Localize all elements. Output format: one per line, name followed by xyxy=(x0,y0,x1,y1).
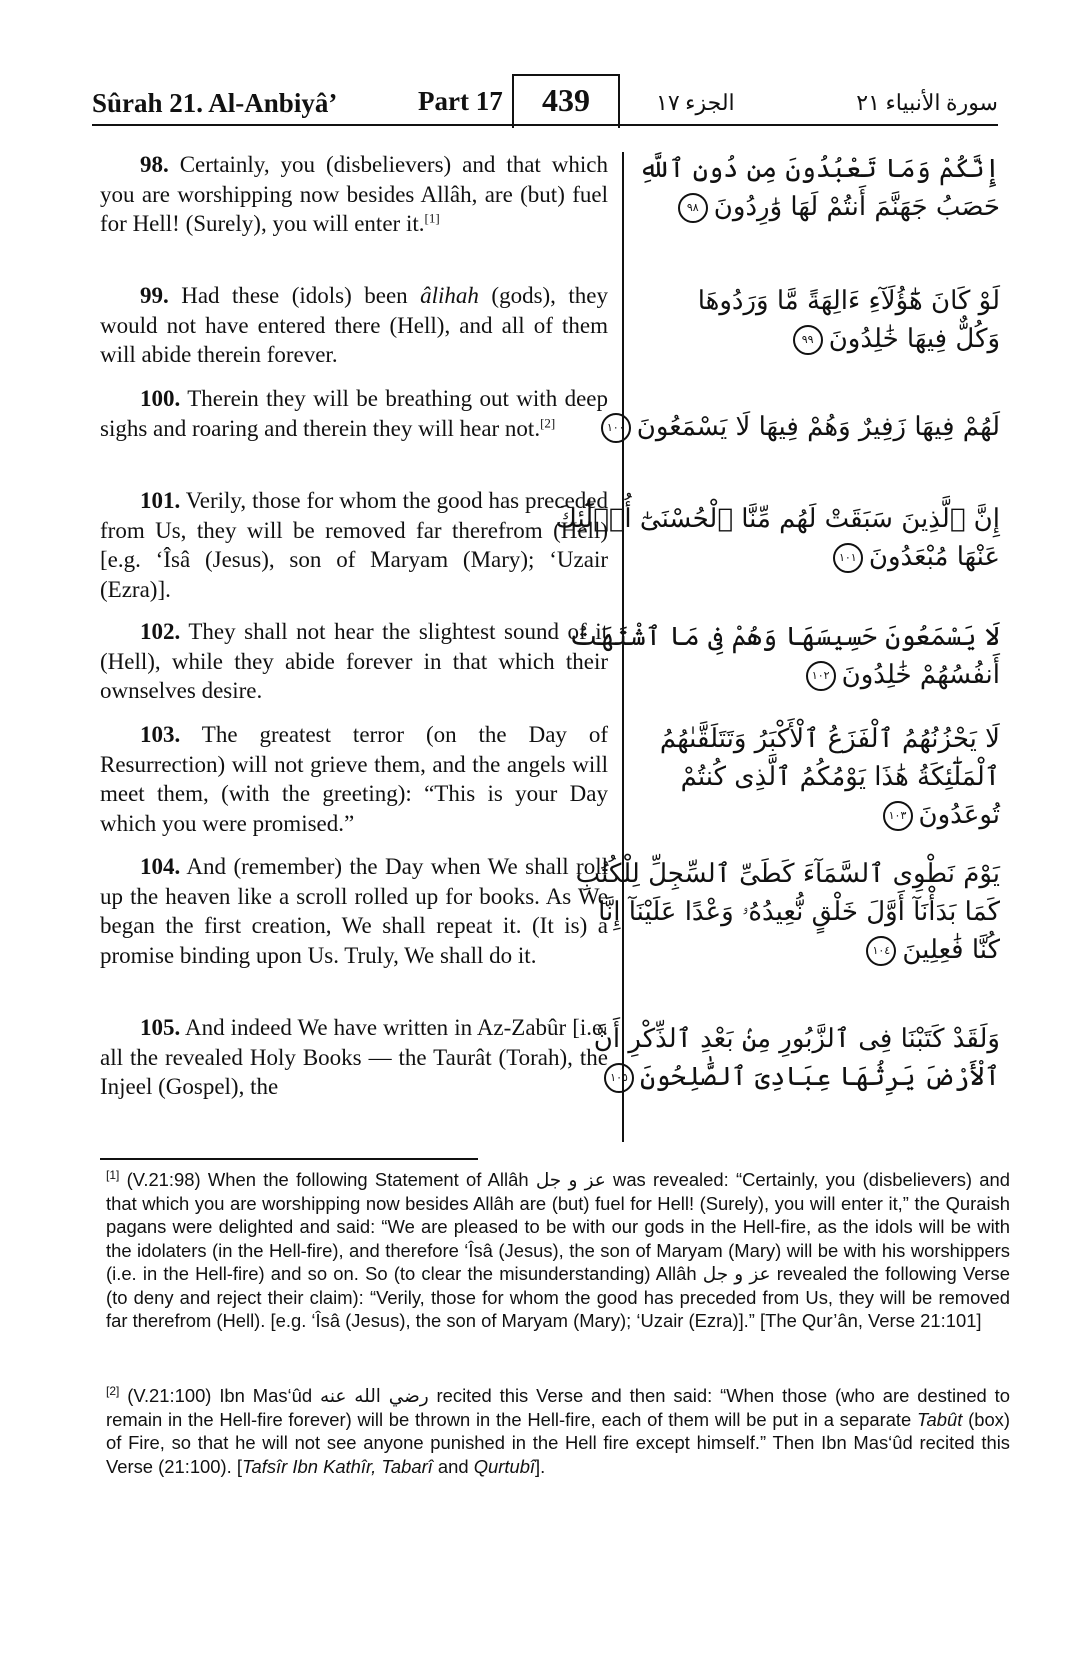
footnote-text: was revealed: “Certainly, you (disbelievers) and that which you are worshipping now besides Allâh are (but) fuel for Hell! (Surely), you will enter it,” the Quraish pagans were delighted and said: “We are pleased to be with our gods in the Hell-fire, as the idols will be with the idolaters (in the Hell-fire), and therefore ‘Îsâ (Jesus), the son of Maryam (Mary) will be with his worshippers (i.e. in the Hell-fire) and so on. So (to clear the misunderstanding) Allâh xyxy=(106,1169,1010,1284)
verse-103-translation xyxy=(100,720,608,838)
footnote-text: (V.21:98) When the following Statement of Allâh xyxy=(119,1169,536,1190)
arabic-line: ٱلْأَرْضَ يَرِثُهَا عِبَادِىَ ٱلصَّٰلِحُونَ xyxy=(640,1062,1000,1092)
page-header xyxy=(92,78,998,126)
arabic-line: يَوْمَ نَطْوِى ٱلسَّمَآءَ كَطَىِّ ٱلسِّجِلِّ لِلْكُتُبِ xyxy=(575,859,1000,889)
verse-number: 102. xyxy=(140,619,181,644)
verse-105-arabic xyxy=(593,1020,1000,1096)
verse-number: 100. xyxy=(140,386,181,411)
ayah-end-marker: ١٠٥ xyxy=(604,1063,634,1093)
ayah-end-marker: ١٠٠ xyxy=(601,413,631,443)
footnote-marker: [2] xyxy=(106,1383,120,1398)
verse-text: Had these (idols) been xyxy=(168,283,421,308)
verse-text: And indeed We have written in Az-Zabûr [i.e. all the revealed Holy Books — the Taurât (Torah), the Injeel (Gospel), the xyxy=(100,1015,608,1099)
source-citation: Qurtubî xyxy=(473,1455,536,1477)
verse-number: 104. xyxy=(140,854,181,879)
arabic-line: إِنَّ ٱلَّذِينَ سَبَقَتْ لَهُم مِّنَّا ٱلْحُسْنَىٰٓ أُو۟لَٰٓئِكَ xyxy=(555,504,1000,534)
verse-99-translation xyxy=(100,281,608,370)
arabic-line: عَنْهَا مُبْعَدُونَ xyxy=(868,542,1000,572)
footnote-text: ]. xyxy=(535,1455,546,1477)
footnote-text: revealed the following Verse (to deny and reject their claim): “Verily, those for whom the good has preceded from Us, they will be removed far therefrom (Hell). [e.g. ‘Îsâ (Jesus), the son of Maryam (Mary); ‘Uzair (Ezra)].” [The Qur’ân, Verse 21:101] xyxy=(106,1263,1010,1331)
verse-number: 98. xyxy=(140,152,169,177)
arabic-line: لَا يَسْمَعُونَ حَسِيسَهَا وَهُمْ فِى مَا ٱشْتَهَتْ xyxy=(569,622,1000,652)
verse-number: 103. xyxy=(140,722,181,747)
verse-text: Therein they will be breathing out with deep sighs and roaring and therein they will hear not. xyxy=(100,386,608,441)
arabic-line: ٱلْمَلَٰٓئِكَةُ هَٰذَا يَوْمُكُمُ ٱلَّذِى كُنتُمْ xyxy=(680,762,1000,792)
footnote-text: (box) of Fire, so that he will not see anyone punished in the Hell fire except himself.” Then Ibn Mas‘ûd recited this Verse (21:100). [ xyxy=(106,1408,1010,1477)
honorific-arabic: رضي الله عنه xyxy=(319,1385,429,1406)
verse-text: Verily, those for whom the good has preceded from Us, they will be removed far therefrom (Hell) [e.g. ‘Îsâ (Jesus), son of Maryam (Mary); ‘Uzair (Ezra)]. xyxy=(100,488,608,602)
footnote-marker[interactable]: [2] xyxy=(540,414,556,430)
arabic-line: وَلَقَدْ كَتَبْنَا فِى ٱلزَّبُورِ مِنۢ بَعْدِ ٱلذِّكْرِ أَنَّ xyxy=(593,1024,1000,1054)
arabic-line: لَا يَحْزُنُهُمُ ٱلْفَزَعُ ٱلْأَكْبَرُ وَتَتَلَقَّىٰهُمُ xyxy=(659,724,1000,754)
footnote-1 xyxy=(106,1168,1010,1333)
juz-label-arabic: الجزء ١٧ xyxy=(656,90,735,115)
verse-102-translation xyxy=(100,617,608,706)
verse-number: 105. xyxy=(140,1015,181,1040)
surah-title-arabic: سورة الأنبياء ٢١ xyxy=(856,90,998,115)
verse-101-arabic xyxy=(555,500,1000,576)
honorific-arabic: عز و جل xyxy=(702,1263,771,1284)
footnote-marker[interactable]: [1] xyxy=(424,210,440,226)
verse-text: Certainly, you (disbelievers) and that which you are worshipping now besides Allâh, are (but) fuel for Hell! (Surely), you will enter it. xyxy=(100,152,608,236)
part-label: Part 17 xyxy=(418,86,503,116)
surah-title: Sûrah 21. Al-Anbiyâ’ xyxy=(92,88,338,118)
ayah-end-marker: ١٠٤ xyxy=(866,936,896,966)
verse-103-arabic xyxy=(640,720,1000,834)
verse-101-translation xyxy=(100,486,608,604)
arabic-line: أَنفُسُهُمْ خَٰلِدُونَ xyxy=(841,660,1000,690)
arabic-line: كُنَّا فَٰعِلِينَ xyxy=(902,935,1000,965)
footnote-text: (V.21:100) Ibn Mas‘ûd xyxy=(119,1385,320,1406)
arabic-line: لَهُمْ فِيهَا زَفِيرٌ وَهُمْ فِيهَا لَا يَسْمَعُونَ xyxy=(636,412,1000,442)
term-italic: Tabût xyxy=(917,1408,963,1430)
ayah-end-marker: ١٠٣ xyxy=(883,801,913,831)
verse-105-translation xyxy=(100,1013,608,1102)
verse-100-translation xyxy=(100,384,608,443)
footnote-text: and xyxy=(432,1455,474,1477)
verse-102-arabic xyxy=(569,618,1000,694)
verse-number: 101. xyxy=(140,488,181,513)
header-rule xyxy=(92,124,998,126)
ayah-end-marker: ١٠١ xyxy=(833,543,863,573)
verse-term-italic: âlihah xyxy=(420,283,479,308)
ayah-end-marker: ٩٨ xyxy=(678,193,708,223)
verse-104-translation xyxy=(100,852,608,970)
honorific-arabic: عز و جل xyxy=(535,1169,606,1190)
footnote-rule xyxy=(100,1158,478,1160)
verse-99-arabic xyxy=(640,282,1000,358)
ayah-end-marker: ١٠٢ xyxy=(806,661,836,691)
verse-98-arabic xyxy=(640,150,1000,226)
arabic-line: تُوعَدُونَ xyxy=(918,800,1000,830)
verse-text: (gods), they would not have entered there (Hell), and all of them will abide therein forever. xyxy=(100,283,608,367)
arabic-line: حَصَبُ جَهَنَّمَ أَنتُمْ لَهَا وَٰرِدُونَ xyxy=(713,192,1000,222)
footnote-marker: [1] xyxy=(106,1167,120,1182)
footnote-2 xyxy=(106,1384,1010,1478)
arabic-line: كَمَا بَدَأْنَآ أَوَّلَ خَلْقٍ نُّعِيدُهُۥ وَعْدًا عَلَيْنَآ إِنَّا xyxy=(598,897,1000,927)
verse-text: And (remember) the Day when We shall roll up the heaven like a scroll rolled up for books. As We began the first creation, We shall repeat it. (It is) a promise binding upon Us. Truly, We shall do it. xyxy=(100,854,608,968)
verse-text: The greatest terror (on the Day of Resurrection) will not grieve them, and the angels will meet them, (with the greeting): “This is your Day which you were promised.” xyxy=(100,722,608,836)
verse-text: They shall not hear the slightest sound of it (Hell), while they abide forever in that which their ownselves desire. xyxy=(100,619,608,703)
page-number: 439 xyxy=(542,82,590,118)
verse-100-arabic xyxy=(606,408,1000,446)
footnote-text: recited this Verse and then said: “When those (who are destined to remain in the Hell-fire forever) will be thrown in the Hell-fire, each of them will be put in a separate xyxy=(106,1385,1011,1430)
arabic-line: لَوْ كَانَ هَٰٓؤُلَآءِ ءَالِهَةً مَّا وَرَدُوهَا xyxy=(697,286,1000,316)
source-citation: Tafsîr Ibn Kathîr, Tabarî xyxy=(241,1455,433,1477)
verse-98-translation xyxy=(100,150,608,239)
ayah-end-marker: ٩٩ xyxy=(793,325,823,355)
verse-104-arabic xyxy=(575,855,1000,969)
arabic-line: إِنَّكُمْ وَمَا تَعْبُدُونَ مِن دُونِ ٱللَّهِ xyxy=(638,154,1000,184)
page-number-box xyxy=(512,74,620,128)
arabic-line: وَكُلٌّ فِيهَا خَٰلِدُونَ xyxy=(828,324,1000,354)
verse-number: 99. xyxy=(140,283,169,308)
